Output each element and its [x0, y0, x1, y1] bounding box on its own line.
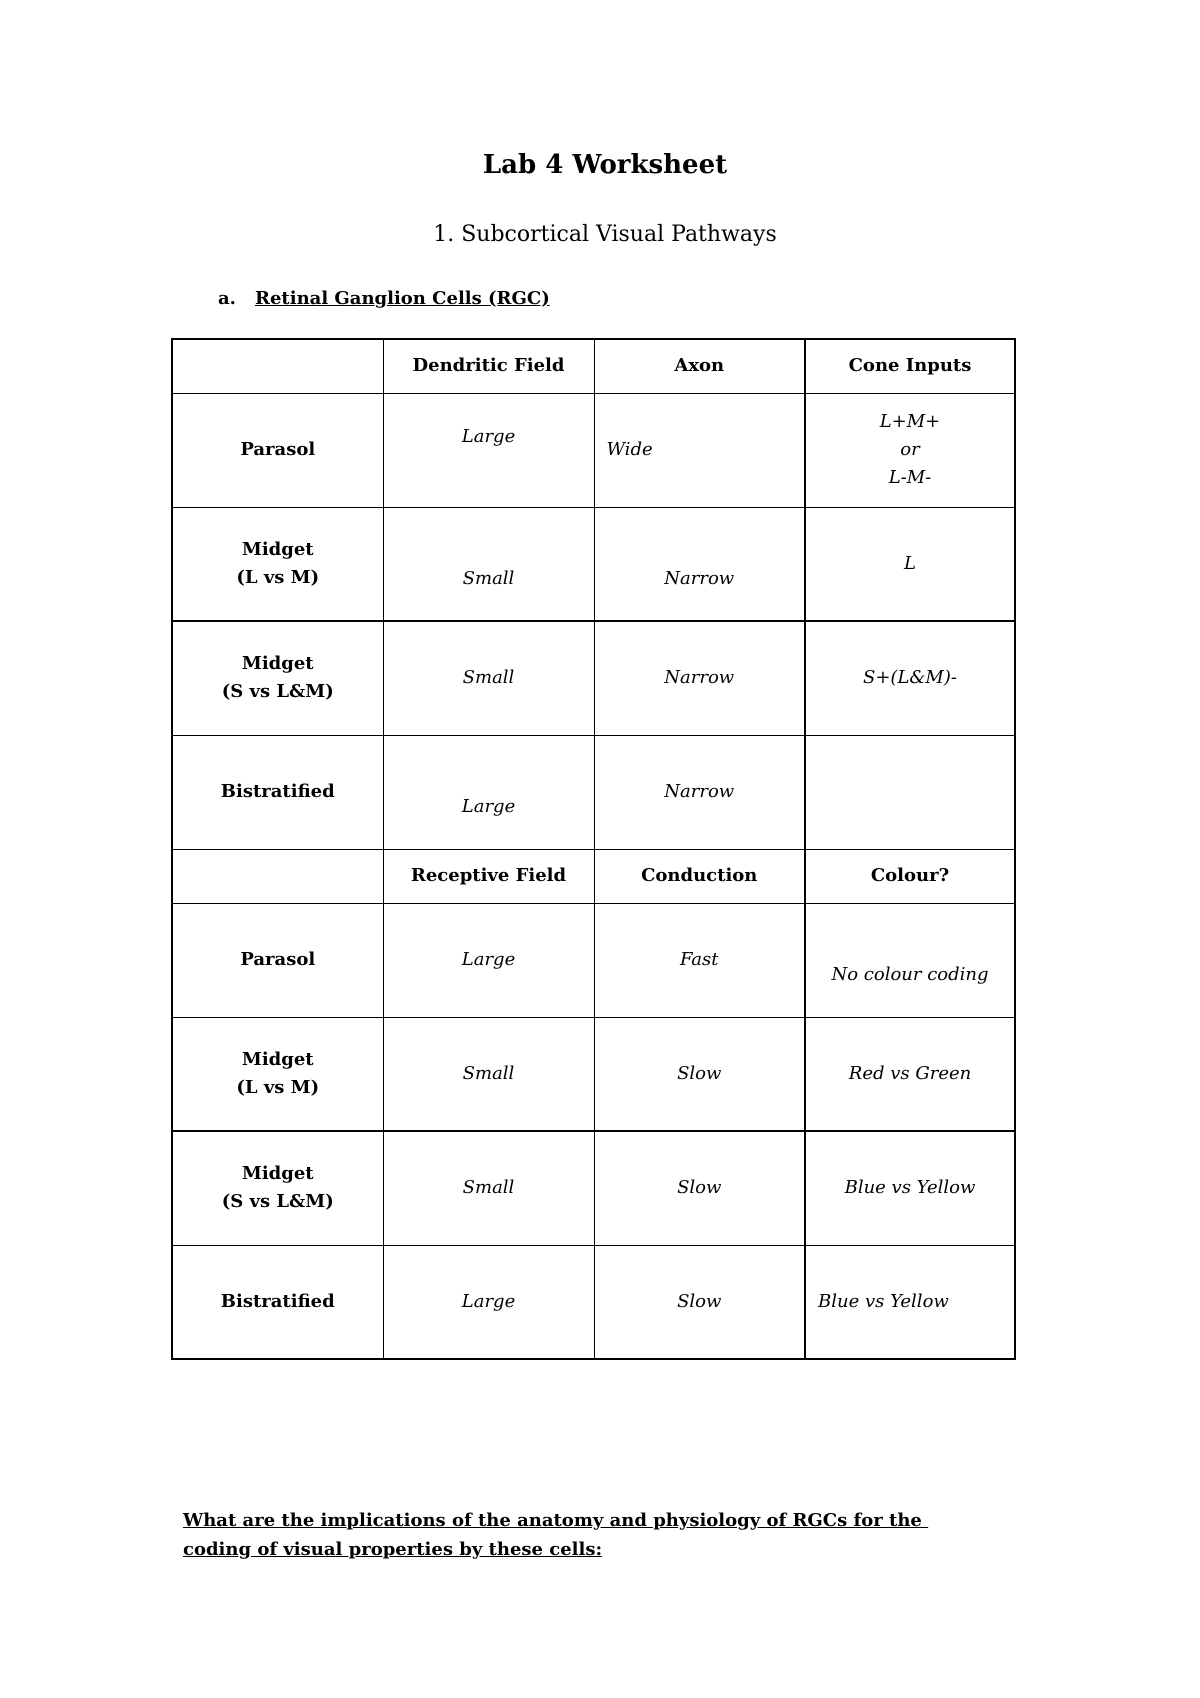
column-header-dendritic-field: Dendritic Field	[383, 339, 594, 393]
table-row	[172, 1131, 1015, 1245]
column-header-colour: Colour?	[805, 849, 1015, 903]
question-line: coding of visual properties by these cells:	[183, 1539, 603, 1560]
row-label-parasol: Parasol	[172, 393, 383, 507]
subsection-marker: a.	[218, 288, 236, 309]
row-label-parasol: Parasol	[172, 903, 383, 1017]
cell-cone-inputs: L+M+ or L-M-	[805, 393, 1015, 507]
anatomy-header-row	[172, 339, 1015, 393]
cell-conduction: Slow	[594, 1017, 805, 1131]
row-label-midget-s-vs-lm: Midget (S vs L&M)	[172, 621, 383, 735]
section-heading: 1. Subcortical Visual Pathways	[433, 222, 777, 247]
table-row	[172, 621, 1015, 735]
row-label-bistratified: Bistratified	[172, 735, 383, 849]
cell-dendritic-field: Small	[383, 621, 594, 735]
question-line: What are the implications of the anatomy and physiology of RGCs for the	[183, 1510, 929, 1531]
cell-cone-inputs	[805, 735, 1015, 849]
table-corner-cell	[172, 339, 383, 393]
cell-axon: Narrow	[594, 735, 805, 849]
column-header-cone-inputs: Cone Inputs	[805, 339, 1015, 393]
cell-colour: Blue vs Yellow	[805, 1245, 1015, 1359]
cell-receptive-field: Small	[383, 1131, 594, 1245]
column-header-receptive-field: Receptive Field	[383, 849, 594, 903]
physiology-header-row	[172, 849, 1015, 903]
cell-cone-inputs: L	[805, 507, 1015, 621]
cell-dendritic-field: Large	[383, 735, 594, 849]
row-label-midget-s-vs-lm: Midget (S vs L&M)	[172, 1131, 383, 1245]
cell-colour: No colour coding	[805, 903, 1015, 1017]
cell-receptive-field: Large	[383, 903, 594, 1017]
table-row	[172, 393, 1015, 507]
column-header-conduction: Conduction	[594, 849, 805, 903]
cell-cone-inputs: S+(L&M)-	[805, 621, 1015, 735]
cell-conduction: Slow	[594, 1245, 805, 1359]
subsection-heading	[218, 286, 550, 312]
cell-conduction: Slow	[594, 1131, 805, 1245]
table-row	[172, 735, 1015, 849]
cell-colour: Red vs Green	[805, 1017, 1015, 1131]
column-header-axon: Axon	[594, 339, 805, 393]
subsection-title: Retinal Ganglion Cells (RGC)	[255, 288, 550, 309]
table-row	[172, 903, 1015, 1017]
cell-dendritic-field: Small	[383, 507, 594, 621]
table-row	[172, 1245, 1015, 1359]
row-label-midget-l-vs-m: Midget (L vs M)	[172, 507, 383, 621]
table-row	[172, 1017, 1015, 1131]
page-title: Lab 4 Worksheet	[482, 150, 728, 180]
cell-dendritic-field: Large	[383, 393, 594, 507]
cell-conduction: Fast	[594, 903, 805, 1017]
cell-axon: Narrow	[594, 621, 805, 735]
cell-receptive-field: Large	[383, 1245, 594, 1359]
rgc-table	[171, 338, 1016, 1360]
cell-axon: Narrow	[594, 507, 805, 621]
table-corner-cell	[172, 849, 383, 903]
table-row	[172, 507, 1015, 621]
row-label-bistratified: Bistratified	[172, 1245, 383, 1359]
cell-axon: Wide	[594, 393, 805, 507]
row-label-midget-l-vs-m: Midget (L vs M)	[172, 1017, 383, 1131]
question-prompt	[183, 1506, 928, 1564]
cell-colour: Blue vs Yellow	[805, 1131, 1015, 1245]
cell-receptive-field: Small	[383, 1017, 594, 1131]
